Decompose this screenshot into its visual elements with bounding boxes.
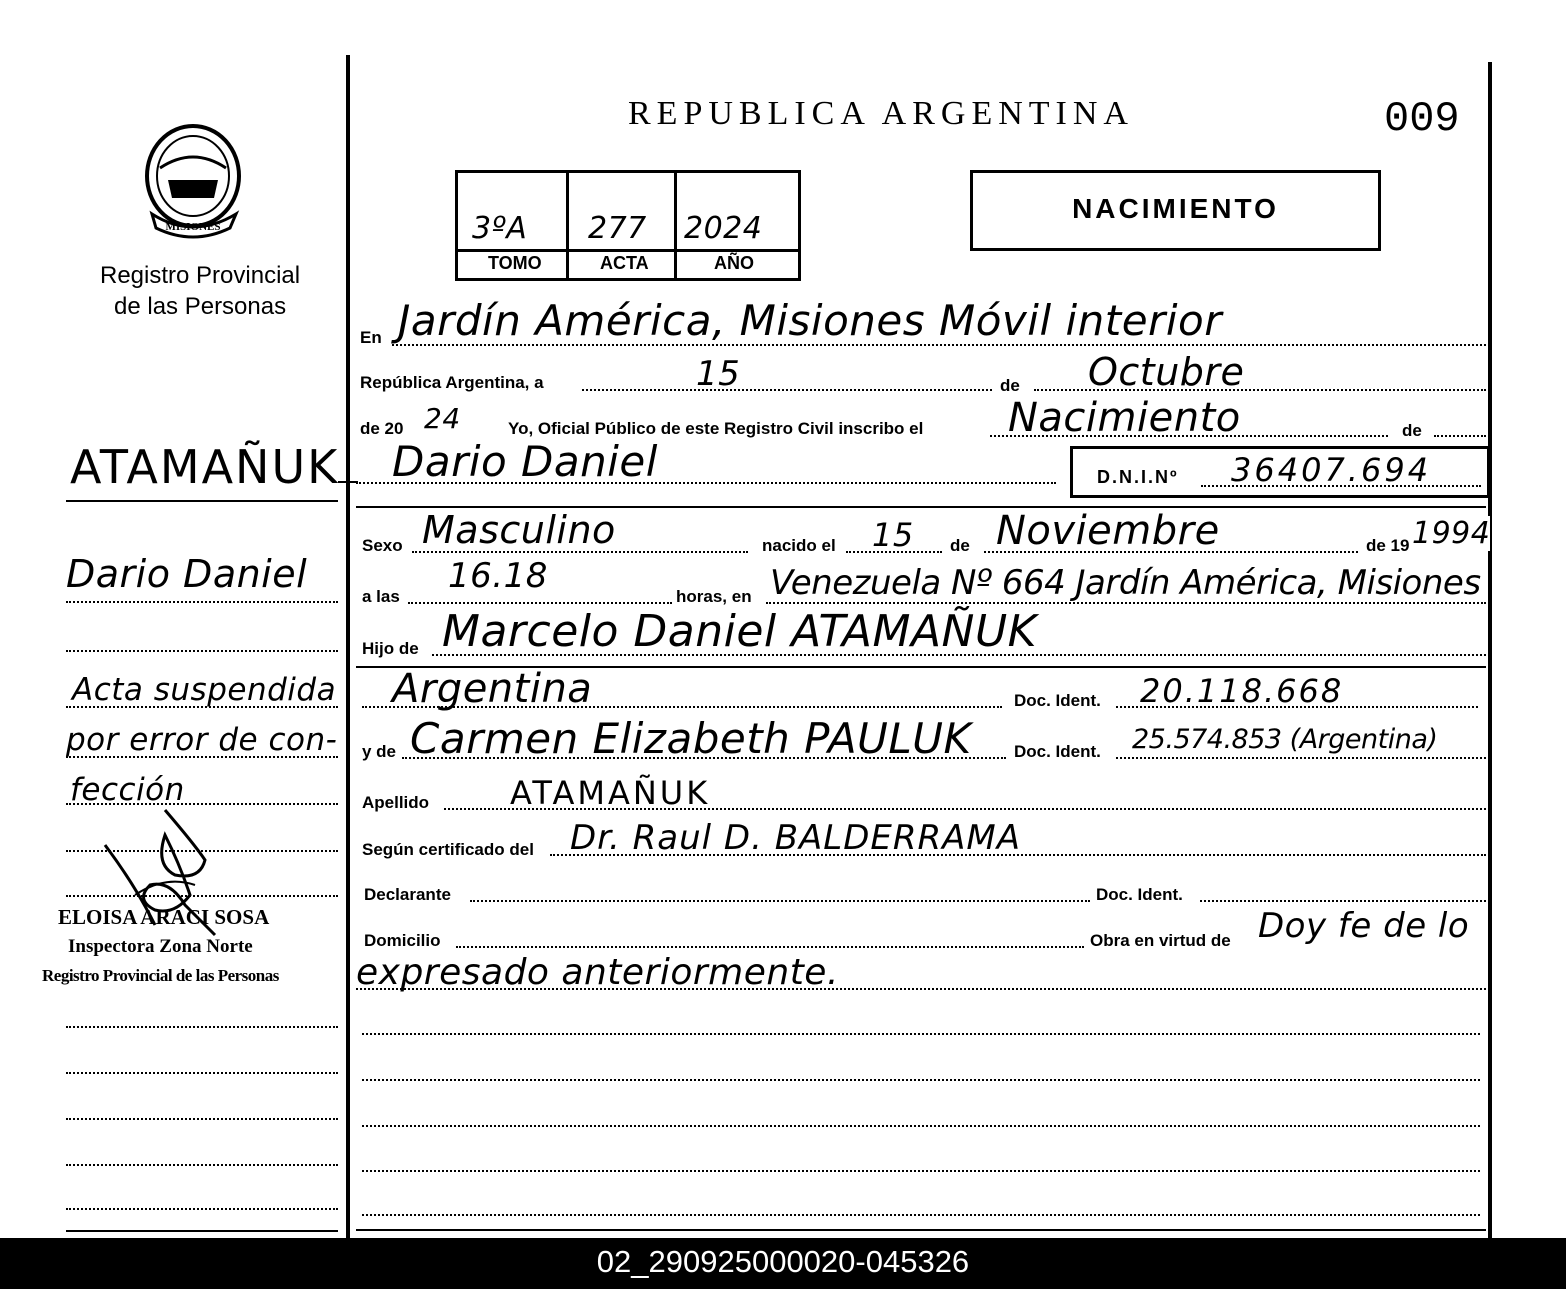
right-border bbox=[1488, 62, 1492, 1240]
child-name: Dario Daniel bbox=[392, 437, 658, 486]
birth-year-prefix: de 19 bbox=[1366, 536, 1410, 555]
doc-ident-label-mother: Doc. Ident. bbox=[1014, 742, 1101, 761]
birth-month: Noviembre bbox=[996, 508, 1220, 554]
registration-place: Jardín América, Misiones Móvil interior bbox=[398, 296, 1222, 345]
footer-bar bbox=[0, 1238, 1566, 1289]
segun-label: Según certificado del bbox=[362, 840, 534, 859]
father-name: Marcelo Daniel ATAMAÑUK bbox=[442, 606, 1038, 657]
obra-value: Doy fe de lo bbox=[1258, 906, 1470, 946]
page-title: REPUBLICA ARGENTINA bbox=[628, 95, 1134, 132]
record-type: NACIMIENTO bbox=[1072, 193, 1279, 224]
certifying-doctor: Dr. Raul D. BALDERRAMA bbox=[570, 818, 1022, 858]
birth-year: 1994 bbox=[1412, 516, 1491, 551]
year-prefix: de 20 bbox=[360, 419, 404, 438]
doc-ident-label-declarante: Doc. Ident. bbox=[1096, 885, 1183, 904]
de-label-3: de bbox=[950, 536, 970, 555]
left-column-divider bbox=[346, 55, 350, 1240]
mother-name: Carmen Elizabeth PAULUK bbox=[410, 714, 972, 763]
form-number: 009 bbox=[1384, 95, 1460, 143]
acta-value: 277 bbox=[588, 211, 647, 246]
margin-note-line3: fección bbox=[70, 772, 185, 808]
birth-place: Venezuela Nº 664 Jardín América, Misiones bbox=[770, 563, 1481, 603]
stamp-org: Registro Provincial de las Personas bbox=[42, 966, 279, 985]
sex-value: Masculino bbox=[422, 508, 616, 552]
horas-label: horas, en bbox=[676, 587, 752, 606]
anio-value: 2024 bbox=[684, 211, 763, 246]
obra-label: Obra en virtud de bbox=[1090, 931, 1231, 950]
mother-document: 25.574.853 (Argentina) bbox=[1132, 724, 1438, 755]
registry-name-line1: Registro Provincial bbox=[100, 262, 301, 289]
de-label-2: de bbox=[1402, 421, 1422, 440]
birth-hour: 16.18 bbox=[448, 556, 548, 596]
margin-surname: ATAMAÑUK bbox=[70, 440, 340, 494]
yde-label: y de bbox=[362, 742, 397, 761]
dni-value: 36407.694 bbox=[1231, 451, 1432, 489]
apellido-label: Apellido bbox=[362, 793, 430, 812]
birth-day: 15 bbox=[872, 516, 914, 554]
record-type-box bbox=[970, 170, 1381, 251]
stamp-name: ELOISA ARACI SOSA bbox=[58, 905, 270, 929]
declarante-label: Declarante bbox=[364, 885, 451, 904]
anio-label: AÑO bbox=[714, 253, 754, 273]
father-nationality: Argentina bbox=[392, 666, 593, 712]
registration-day: 15 bbox=[696, 354, 741, 394]
dni-label: D.N.I.Nº bbox=[1097, 467, 1179, 487]
seal-label: MISIONES bbox=[165, 221, 221, 233]
apellido-value: ATAMAÑUK bbox=[510, 774, 711, 812]
stamp-title: Inspectora Zona Norte bbox=[68, 936, 253, 957]
inscription-type: Nacimiento bbox=[1008, 395, 1241, 441]
domicilio-label: Domicilio bbox=[364, 931, 441, 950]
sexo-label: Sexo bbox=[362, 536, 403, 555]
dni-box bbox=[1070, 446, 1490, 498]
registration-year: 24 bbox=[424, 402, 461, 435]
continuation-text: expresado anteriormente. bbox=[356, 952, 839, 993]
document-id: 02_290925000020-045326 bbox=[596, 1244, 970, 1279]
record-reference-box bbox=[455, 170, 801, 281]
doc-ident-label-father: Doc. Ident. bbox=[1014, 691, 1101, 710]
registry-name-line2: de las Personas bbox=[114, 293, 287, 320]
en-label: En bbox=[360, 328, 382, 347]
father-document: 20.118.668 bbox=[1140, 672, 1344, 710]
margin-given-names: Dario Daniel bbox=[66, 552, 308, 596]
margin-note-line2: por error de con- bbox=[66, 722, 338, 758]
republica-label: República Argentina, a bbox=[360, 373, 544, 392]
nacido-label: nacido el bbox=[762, 536, 836, 555]
acta-label: ACTA bbox=[600, 253, 649, 273]
margin-surname-rule bbox=[66, 500, 338, 502]
registration-month: Octubre bbox=[1088, 350, 1245, 394]
yo-label: Yo, Oficial Público de este Registro Civil inscribo el bbox=[508, 419, 924, 438]
margin-note-line1: Acta suspendida bbox=[72, 672, 337, 708]
alas-label: a las bbox=[362, 587, 400, 606]
province-seal-icon bbox=[138, 118, 248, 243]
hijo-label: Hijo de bbox=[362, 639, 419, 658]
de-label-1: de bbox=[1000, 376, 1020, 395]
tomo-label: TOMO bbox=[488, 253, 542, 273]
tomo-value: 3ºA bbox=[472, 211, 528, 246]
